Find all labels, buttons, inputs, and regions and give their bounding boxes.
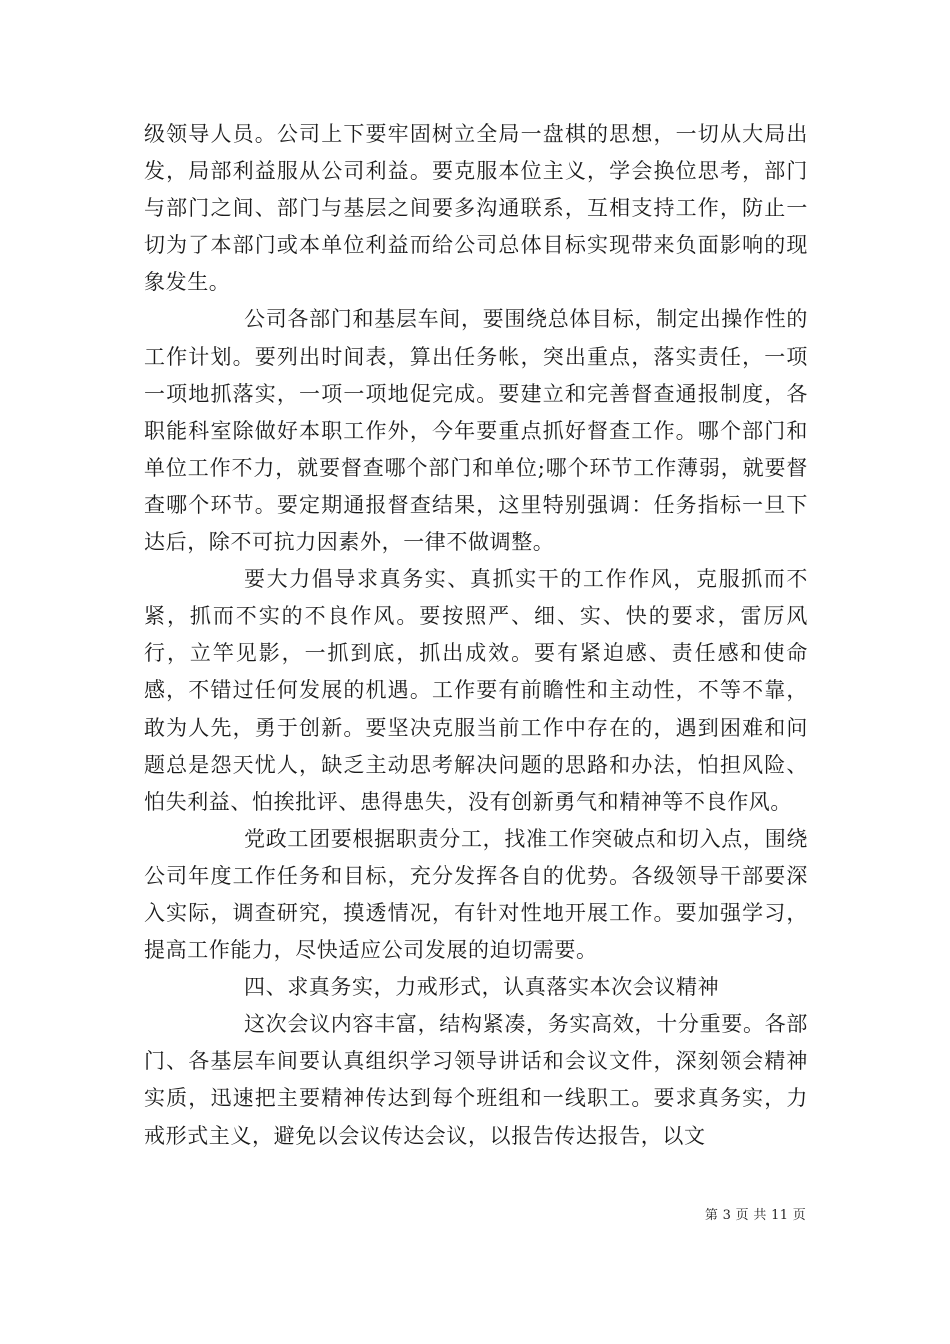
document-body — [144, 116, 808, 1155]
section-heading: 四、求真务实，力戒形式，认真落实本次会议精神 — [244, 975, 720, 1000]
paragraph-2: 公司各部门和基层车间，要围绕总体目标，制定出操作性的工作计划。要列出时间表，算出任务帐，突出重点，落实责任，一项一项地抓落实，一项一项地促完成。要建立和完善督查通报制度，各职能科室除做好本职工作外，今年要重点抓好督查工作。哪个部门和单位工作不力，就要督查哪个部门和单位;哪个环节工作薄弱，就要督查哪个环节。要定期通报督查结果，这里特别强调：任务指标一旦下达后，除不可抗力因素外，一律不做调整。 — [144, 307, 808, 555]
page-number-footer: 第 3 页 共 11 页 — [704, 1208, 806, 1223]
paragraph-3: 要大力倡导求真务实、真抓实干的工作作风，克服抓而不紧，抓而不实的不良作风。要按照严、细、实、快的要求，雷厉风行，立竿见影，一抓到底，抓出成效。要有紧迫感、责任感和使命感，不错过任何发展的机遇。工作要有前瞻性和主动性，不等不靠，敢为人先，勇于创新。要坚决克服当前工作中存在的，遇到困难和问题总是怨天忧人，缺乏主动思考解决问题的思路和办法，怕担风险、怕失利益、怕挨批评、患得患失，没有创新勇气和精神等不良作风。 — [144, 567, 808, 814]
paragraph-4: 党政工团要根据职责分工，找准工作突破点和切入点，围绕公司年度工作任务和目标，充分发挥各自的优势。各级领导干部要深入实际，调查研究，摸透情况，有针对性地开展工作。要加强学习，提高工作能力，尽快适应公司发展的迫切需要。 — [144, 826, 808, 963]
paragraph-5: 这次会议内容丰富，结构紧凑，务实高效，十分重要。各部门、各基层车间要认真组织学习领导讲话和会议文件，深刻领会精神实质，迅速把主要精神传达到每个班组和一线职工。要求真务实，力戒形式主义，避免以会议传达会议，以报告传达报告，以文 — [144, 1012, 808, 1148]
paragraph-1: 级领导人员。公司上下要牢固树立全局一盘棋的思想，一切从大局出发，局部利益服从公司利益。要克服本位主义，学会换位思考，部门与部门之间、部门与基层之间要多沟通联系，互相支持工作，防止一切为了本部门或本单位利益而给公司总体目标实现带来负面影响的现象发生。 — [144, 122, 808, 295]
